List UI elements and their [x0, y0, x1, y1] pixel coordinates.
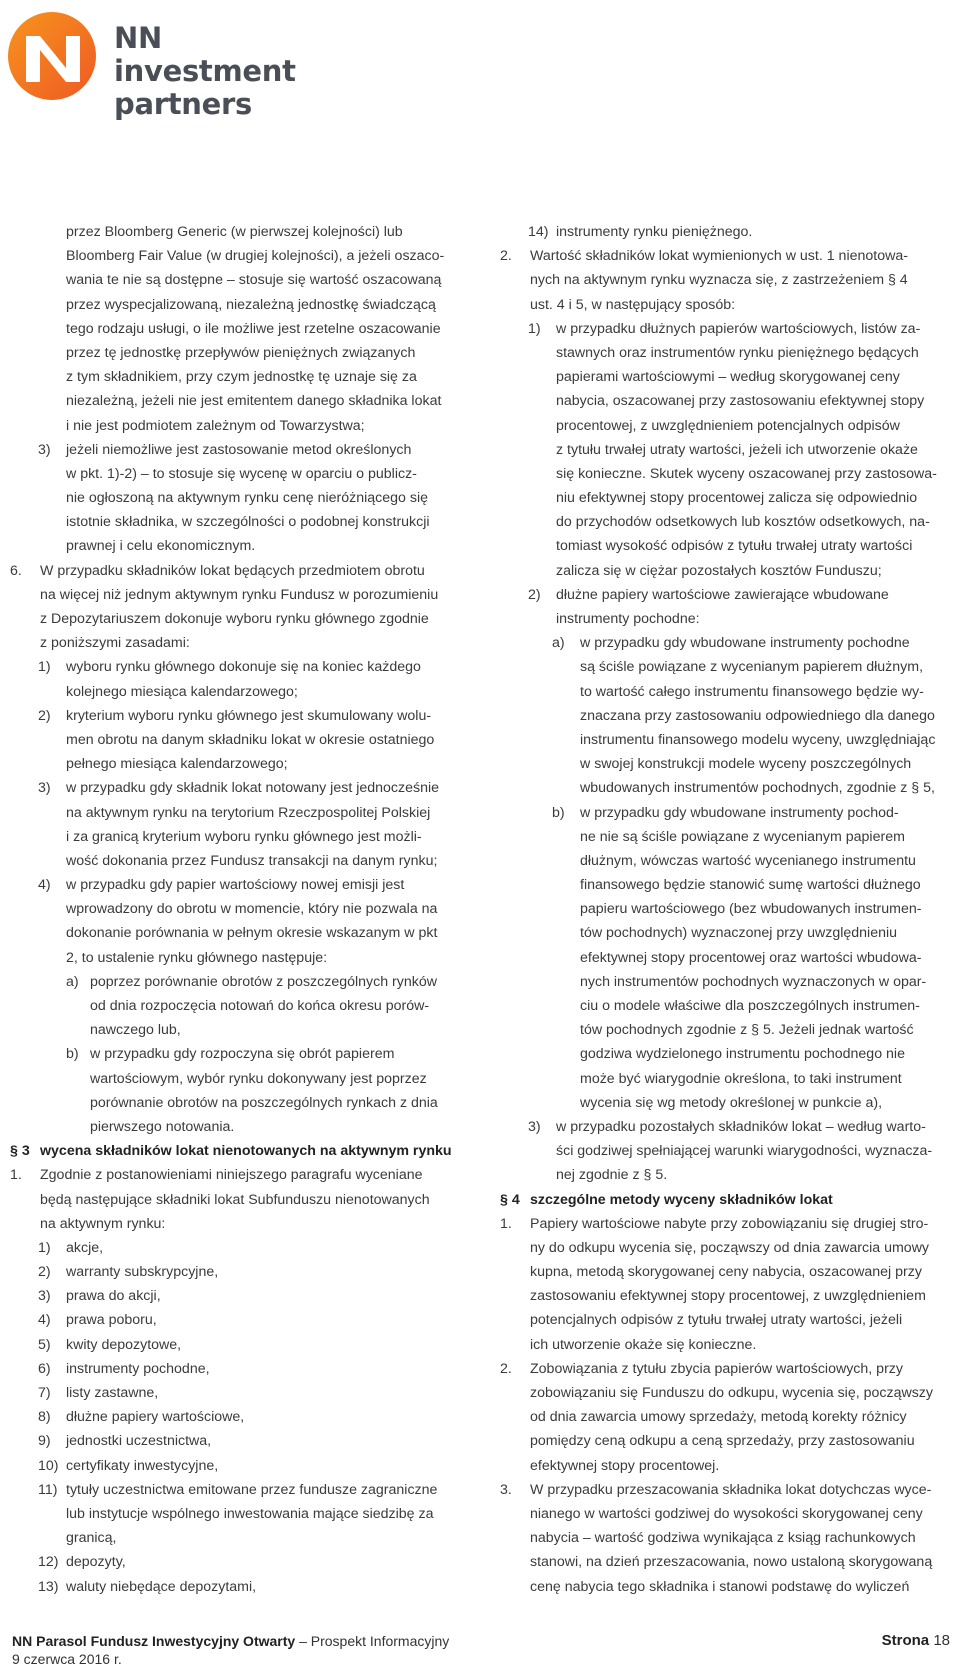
line-text: tów pochodnych) wyznaczonej przy uwzględnieniu — [580, 925, 898, 942]
line-text: znaczana przy zastosowaniu odpowiedniego dla danego — [580, 707, 935, 724]
list-marker: 3) — [38, 1288, 51, 1305]
list-marker: § 3 — [10, 1143, 30, 1160]
text-line — [500, 365, 950, 389]
page-number — [882, 1632, 950, 1650]
text-line — [10, 510, 480, 534]
list-marker: 2. — [500, 248, 512, 265]
list-marker: 7) — [38, 1385, 51, 1401]
line-text: 2, to ustalenie rynku głównego następuje: — [66, 949, 328, 966]
line-text: stawnych oraz instrumentów rynku pieniężnego będących — [556, 344, 919, 361]
line-text: wyboru rynku głównego dokonuje się na koniec każdego — [66, 659, 421, 676]
text-line — [10, 534, 480, 558]
line-text: z Depozytariuszem dokonuje wyboru rynku głównego zgodnie — [40, 611, 429, 627]
line-text: stanowi, na dzień przeszacowania, nowo ustaloną skorygowaną — [530, 1554, 933, 1571]
line-text: porównanie obrotów na poszczególnych rynkach z dnia — [90, 1094, 438, 1111]
list-marker: 4) — [38, 877, 51, 894]
line-text: kolejnego miesiąca kalendarzowego; — [66, 683, 298, 700]
line-text: w przypadku gdy wbudowane instrumenty pochod- — [580, 804, 899, 821]
line-text: istotnie składnika, w szczególności o podobnej konstrukcji — [66, 514, 430, 531]
text-line — [500, 849, 950, 873]
list-item — [500, 583, 950, 607]
list-marker: 10) — [38, 1457, 59, 1474]
text-line — [500, 1018, 950, 1042]
list-item — [10, 1333, 480, 1357]
line-text: poprzez porównanie obrotów z poszczególnych rynków — [90, 973, 437, 990]
text-line — [10, 1212, 480, 1236]
line-text: tytuły uczestnictwa emitowane przez fundusze zagraniczne — [66, 1481, 438, 1498]
list-item — [500, 1478, 950, 1502]
line-text: lub instytucje wspólnego inwestowania mające siedzibę za — [66, 1505, 434, 1522]
line-text: papieru wartościowego (bez wbudowanych instrumen- — [580, 901, 922, 918]
line-text: do przychodów odsetkowych lub kosztów odsetkowych, na- — [556, 514, 930, 531]
list-item — [10, 1550, 480, 1574]
line-text: dłużne papiery wartościowe, — [66, 1409, 245, 1426]
line-text: szczególne metody wyceny składników lokat — [530, 1191, 833, 1208]
line-text: listy zastawne, — [66, 1385, 159, 1401]
list-item — [10, 1429, 480, 1453]
line-text: prawnej i celu ekonomicznym. — [66, 538, 256, 555]
list-item — [500, 317, 950, 341]
text-line — [500, 1381, 950, 1405]
line-text: nabycia, oszacowanej przy zastosowaniu efektywnej stopy — [556, 393, 925, 410]
line-text: Papiery wartościowe nabyte przy zobowiązaniu się drugiej stro- — [530, 1215, 929, 1232]
text-line — [500, 1502, 950, 1526]
line-text: dłużne papiery wartościowe zawierające wbudowane — [556, 586, 889, 603]
line-text: nych instrumentów pochodnych wyznaczonych w opar- — [580, 973, 927, 990]
line-text: wycenia się wg metody określonej w punkcie a), — [580, 1094, 883, 1111]
text-line — [10, 1115, 480, 1139]
list-item — [10, 873, 480, 897]
text-line — [500, 1236, 950, 1260]
text-line — [500, 873, 950, 897]
line-text: tego rodzaju usługi, o ile możliwe jest rzetelne oszacowanie — [66, 320, 441, 337]
line-text: w przypadku gdy składnik lokat notowany jest jednocześnie — [66, 780, 440, 797]
text-line — [500, 1163, 950, 1187]
text-line — [500, 1308, 950, 1332]
list-item — [500, 220, 950, 244]
line-text: procentowej, z uwzględnieniem potencjalnych odpisów — [556, 417, 900, 434]
text-line — [500, 486, 950, 510]
text-line — [500, 534, 950, 558]
list-item — [10, 1284, 480, 1308]
line-text: na aktywnym rynku na terytorium Rzeczpospolitej Polskiej — [66, 804, 431, 821]
line-text: niu efektywnej stopy procentowej zalicza się odpowiednio — [556, 490, 918, 507]
text-line — [500, 389, 950, 413]
list-item — [10, 438, 480, 462]
line-text: instrumenty pochodne: — [556, 611, 700, 627]
text-line — [500, 1284, 950, 1308]
logo-mark-icon — [6, 8, 102, 104]
list-item — [10, 1260, 480, 1284]
text-line — [500, 752, 950, 776]
text-line — [10, 317, 480, 341]
text-line — [10, 752, 480, 776]
list-item — [10, 1308, 480, 1332]
list-item — [10, 1357, 480, 1381]
line-text: Bloomberg Fair Value (w drugiej kolejności), a jeżeli oszaco- — [66, 248, 445, 265]
line-text: dokonanie porównania w pełnym okresie wskazanym w pkt — [66, 925, 438, 942]
line-text: w przypadku gdy papier wartościowy nowej emisji jest — [66, 877, 405, 894]
line-text: finansowego będzie stanowić sumę wartości dłużnego — [580, 877, 921, 894]
company-logo — [6, 8, 346, 121]
section-heading — [10, 1139, 480, 1163]
line-text: to wartość całego instrumentu finansowego będzie wy- — [580, 683, 924, 700]
text-line — [10, 244, 480, 268]
text-line — [500, 462, 950, 486]
line-text: potencjalnych odpisów z tytułu trwałej utraty wartości, jeżeli — [530, 1312, 903, 1329]
line-text: przez tę jednostkę przepływów pieniężnych związanych — [66, 344, 416, 361]
line-text: niezależną, jeżeli nie jest emitentem danego składnika lokat — [66, 393, 442, 410]
line-text: ich utworzenie okaże się konieczne. — [530, 1336, 757, 1353]
text-line — [500, 1550, 950, 1574]
text-line — [500, 341, 950, 365]
line-text: na więcej niż jednym aktywnym rynku Fundusz w porozumieniu — [40, 586, 439, 603]
line-text: waluty niebędące depozytami, — [66, 1578, 257, 1595]
line-text: godziwa wydzielonego instrumentu pochodnego nie — [580, 1046, 905, 1063]
list-marker: 3) — [528, 1118, 541, 1135]
text-line — [500, 1260, 950, 1284]
list-marker: 12) — [38, 1554, 59, 1571]
list-item — [500, 244, 950, 268]
text-line — [500, 1429, 950, 1453]
text-line — [10, 897, 480, 921]
text-line — [500, 438, 950, 462]
line-text: wartościowym, wybór rynku dokonywany jest poprzez — [90, 1070, 427, 1087]
text-line — [10, 631, 480, 655]
text-line — [10, 389, 480, 413]
line-text: w pkt. 1)-2) – to stosuje się wycenę w oparciu o publicz- — [66, 465, 417, 482]
list-marker: 6. — [10, 562, 22, 579]
line-text: ne nie są ściśle powiązane z wycenianym papierem — [580, 828, 905, 845]
line-text: papierami wartościowymi – według skorygowanej ceny — [556, 369, 900, 386]
line-text: wania te nie są dostępne – stosuje się wartość oszacowaną — [66, 272, 442, 289]
line-text: depozyty, — [66, 1554, 126, 1571]
list-marker: 3) — [38, 441, 51, 458]
line-text: w swojej konstrukcji modele wyceny poszczególnych — [580, 756, 912, 773]
line-text: kwity depozytowe, — [66, 1336, 182, 1353]
list-marker: b) — [66, 1046, 79, 1063]
line-text: z tym składnikiem, przy czym jednostkę tę uznaje się za — [66, 369, 417, 386]
line-text: wycena składników lokat nienotowanych na aktywnym rynku — [40, 1143, 452, 1160]
list-item — [10, 1236, 480, 1260]
list-marker: 2) — [38, 1264, 51, 1281]
text-line — [500, 414, 950, 438]
list-marker: 3) — [38, 780, 51, 797]
line-text: men obrotu na danym składniku lokat w okresie ostatniego — [66, 731, 435, 748]
line-text: prawa do akcji, — [66, 1288, 161, 1305]
text-line — [10, 680, 480, 704]
text-line — [10, 365, 480, 389]
text-line — [500, 268, 950, 292]
list-marker: 13) — [38, 1578, 59, 1595]
line-text: prawa poboru, — [66, 1312, 157, 1329]
list-marker: 9) — [38, 1433, 51, 1450]
line-text: instrumentu finansowego modelu wyceny, uwzględniając — [580, 731, 936, 748]
line-text: nej zgodnie z § 5. — [556, 1167, 668, 1184]
line-text: W przypadku przeszacowania składnika lokat dotychczas wyce- — [530, 1481, 932, 1498]
list-marker: § 4 — [500, 1191, 520, 1208]
line-text: w przypadku pozostałych składników lokat – według warto- — [556, 1118, 926, 1135]
footer-doc-name: – Prospekt Informacyjny — [299, 1633, 450, 1649]
text-line — [500, 293, 950, 317]
line-text: może być wiarygodnie określona, to taki instrument — [580, 1070, 902, 1087]
list-item — [10, 776, 480, 800]
line-text: jeżeli niemożliwe jest zastosowanie metod określonych — [66, 441, 412, 458]
list-marker: 1. — [10, 1167, 22, 1184]
line-text: instrumenty rynku pieniężnego. — [556, 224, 753, 240]
section-heading — [500, 1188, 950, 1212]
text-line — [500, 559, 950, 583]
line-text: przez Bloomberg Generic (w pierwszej kolejności) lub — [66, 224, 403, 240]
text-line — [10, 1018, 480, 1042]
list-marker: 1) — [38, 659, 51, 676]
text-line — [500, 1405, 950, 1429]
text-line — [10, 220, 480, 244]
line-text: akcje, — [66, 1239, 104, 1256]
list-marker: 2) — [38, 707, 51, 724]
line-text: będą następujące składniki lokat Subfunduszu nienotowanych — [40, 1191, 430, 1208]
text-line — [10, 1502, 480, 1526]
text-line — [500, 970, 950, 994]
logo-line-1: NN investment — [114, 21, 296, 88]
right-column — [500, 220, 950, 1599]
text-line — [10, 801, 480, 825]
text-line — [500, 728, 950, 752]
text-line — [10, 293, 480, 317]
list-item — [10, 1575, 480, 1599]
line-text: pełnego miesiąca kalendarzowego; — [66, 756, 288, 773]
list-marker: b) — [552, 804, 565, 821]
text-line — [500, 946, 950, 970]
text-line — [10, 994, 480, 1018]
text-line — [500, 776, 950, 800]
list-marker: 1. — [500, 1215, 512, 1232]
line-text: efektywnej stopy procentowej. — [530, 1457, 720, 1474]
line-text: Zobowiązania z tytułu zbycia papierów wartościowych, przy — [530, 1360, 903, 1377]
line-text: nianego w wartości godziwej do wysokości skorygowanej ceny — [530, 1505, 923, 1522]
text-line — [10, 414, 480, 438]
text-line — [10, 849, 480, 873]
footer-fund-name: NN Parasol Fundusz Inwestycyjny Otwarty — [12, 1633, 296, 1649]
line-text: ust. 4 i 5, w następujący sposób: — [530, 296, 736, 313]
text-line — [500, 1067, 950, 1091]
text-line — [10, 268, 480, 292]
list-item — [500, 631, 950, 655]
list-marker: 3. — [500, 1481, 512, 1498]
list-marker: a) — [66, 973, 79, 990]
line-text: nawczego lub, — [90, 1022, 181, 1039]
text-line — [500, 921, 950, 945]
line-text: kryterium wyboru rynku głównego jest skumulowany wolu- — [66, 707, 432, 724]
list-item — [10, 559, 480, 583]
text-line — [10, 583, 480, 607]
list-marker: 2) — [528, 586, 541, 603]
line-text: są ściśle powiązane z wycenianym papierem dłużnym, — [580, 659, 924, 676]
text-line — [500, 704, 950, 728]
line-text: ści godziwej spełniającej warunki wiarygodności, wyznacza- — [556, 1143, 933, 1160]
text-line — [10, 1091, 480, 1115]
line-text: granicą, — [66, 1530, 117, 1547]
list-item — [10, 1405, 480, 1429]
list-item — [10, 1042, 480, 1066]
text-line — [500, 1454, 950, 1478]
list-marker: 6) — [38, 1360, 51, 1377]
page-label: Strona — [881, 1632, 930, 1649]
line-text: w przypadku dłużnych papierów wartościowych, listów za- — [556, 320, 921, 337]
text-line — [10, 1526, 480, 1550]
line-text: od dnia zawarcia umowy sprzedaży, metodą korekty różnicy — [530, 1409, 907, 1426]
line-text: zastosowaniu efektywnej stopy procentowej, z uwzględnieniem — [530, 1288, 926, 1305]
line-text: pomiędzy ceną odkupu a ceną sprzedaży, przy zastosowaniu — [530, 1433, 915, 1450]
line-text: i nie jest podmiotem zależnym od Towarzystwa; — [66, 417, 365, 434]
text-line — [10, 825, 480, 849]
text-line — [10, 1188, 480, 1212]
list-item — [10, 1454, 480, 1478]
text-line — [500, 1042, 950, 1066]
text-line — [10, 486, 480, 510]
line-text: nych na aktywnym rynku wyznacza się, z zastrzeżeniem § 4 — [530, 272, 908, 289]
text-line — [10, 946, 480, 970]
line-text: się konieczne. Skutek wyceny oszacowanej przy zastosowa- — [556, 465, 937, 482]
line-text: wość dokonania przez Fundusz transakcji na danym rynku; — [66, 852, 438, 869]
line-text: cenę nabycia tego składnika i stanowi podstawę do wyliczeń — [530, 1578, 910, 1595]
list-marker: 14) — [528, 224, 549, 240]
line-text: nabycia – wartość godziwa wynikająca z ksiąg rachunkowych — [530, 1530, 916, 1547]
line-text: dłużnym, wówczas wartość wycenianego instrumentu — [580, 852, 916, 869]
line-text: jednostki uczestnictwa, — [66, 1433, 212, 1450]
line-text: zobowiązaniu się Funduszu do odkupu, wycenia się, począwszy — [530, 1385, 933, 1401]
line-text: od dnia rozpoczęcia notowań do końca okresu porów- — [90, 998, 430, 1014]
list-marker: 5) — [38, 1336, 51, 1353]
line-text: nie ogłoszoną na aktywnym rynku cenę nieróżniącego się — [66, 490, 428, 507]
text-line — [500, 655, 950, 679]
line-text: instrumenty pochodne, — [66, 1360, 210, 1377]
text-line — [500, 1575, 950, 1599]
logo-line-2: partners — [114, 87, 252, 121]
text-line — [500, 1139, 950, 1163]
list-item — [10, 1381, 480, 1405]
list-marker: a) — [552, 635, 565, 652]
list-item — [10, 655, 480, 679]
text-line — [500, 1526, 950, 1550]
line-text: ciu o modele właściwe dla poszczególnych instrumen- — [580, 998, 920, 1014]
text-line — [500, 897, 950, 921]
page-number-value: 18 — [933, 1632, 950, 1649]
line-text: W przypadku składników lokat będących przedmiotem obrotu — [40, 562, 425, 579]
footer-date: 9 czerwca 2016 r. — [12, 1651, 122, 1667]
line-text: z tytułu trwałej utraty wartości, jeżeli ich utworzenie okaże — [556, 441, 918, 458]
line-text: na aktywnym rynku: — [40, 1215, 166, 1232]
text-line — [10, 341, 480, 365]
line-text: w przypadku gdy rozpoczyna się obrót papierem — [90, 1046, 395, 1063]
text-line — [10, 921, 480, 945]
line-text: wprowadzony do obrotu w momencie, który nie pozwala na — [66, 901, 438, 918]
text-line — [10, 607, 480, 631]
left-column — [10, 220, 480, 1599]
list-marker: 2. — [500, 1360, 512, 1377]
list-item — [500, 801, 950, 825]
line-text: przez wyspecjalizowaną, niezależną jednostkę świadczącą — [66, 296, 436, 313]
list-item — [500, 1357, 950, 1381]
line-text: tów pochodnych zgodnie z § 5. Jeżeli jednak wartość — [580, 1022, 914, 1039]
line-text: z poniższymi zasadami: — [40, 635, 190, 652]
line-text: certyfikaty inwestycyjne, — [66, 1457, 219, 1474]
footer-document-title — [12, 1632, 950, 1650]
text-line — [500, 1091, 950, 1115]
list-marker: 11) — [38, 1481, 58, 1498]
list-item — [500, 1212, 950, 1236]
line-text: zalicza się w ciężar pozostałych kosztów Funduszu; — [556, 562, 882, 579]
list-item — [10, 1163, 480, 1187]
list-item — [10, 1478, 480, 1502]
text-line — [500, 994, 950, 1018]
line-text: ny do odkupu wycenia się, począwszy od dnia zawarcia umowy — [530, 1239, 930, 1256]
text-line — [10, 728, 480, 752]
page-footer — [12, 1632, 950, 1668]
line-text: tomiast wysokość odpisów z tytułu trwałej utraty wartości — [556, 538, 913, 555]
text-line — [500, 1333, 950, 1357]
logo-wordmark — [114, 22, 346, 121]
line-text: efektywnej stopy procentowej oraz wartości wbudowa- — [580, 949, 922, 966]
text-line — [500, 825, 950, 849]
text-line — [500, 510, 950, 534]
list-item — [10, 970, 480, 994]
line-text: Zgodnie z postanowieniami niniejszego paragrafu wyceniane — [40, 1167, 423, 1184]
list-marker: 4) — [38, 1312, 51, 1329]
list-marker: 8) — [38, 1409, 51, 1426]
list-marker: 1) — [38, 1239, 51, 1256]
text-line — [500, 680, 950, 704]
text-line — [500, 607, 950, 631]
list-item — [10, 704, 480, 728]
line-text: i za granicą kryterium wyboru rynku głównego jest możli- — [66, 828, 422, 845]
line-text: warranty subskrypcyjne, — [66, 1264, 219, 1281]
line-text: wbudowanych instrumentów pochodnych, zgodnie z § 5, — [580, 780, 935, 797]
line-text: kupna, metodą skorygowanej ceny nabycia, oszacowanej przy — [530, 1264, 922, 1281]
line-text: w przypadku gdy wbudowane instrumenty pochodne — [580, 635, 910, 652]
line-text: pierwszego notowania. — [90, 1118, 235, 1135]
list-item — [500, 1115, 950, 1139]
text-line — [10, 462, 480, 486]
text-line — [10, 1067, 480, 1091]
line-text: Wartość składników lokat wymienionych w ust. 1 nienotowa- — [530, 248, 908, 265]
list-marker: 1) — [528, 320, 541, 337]
